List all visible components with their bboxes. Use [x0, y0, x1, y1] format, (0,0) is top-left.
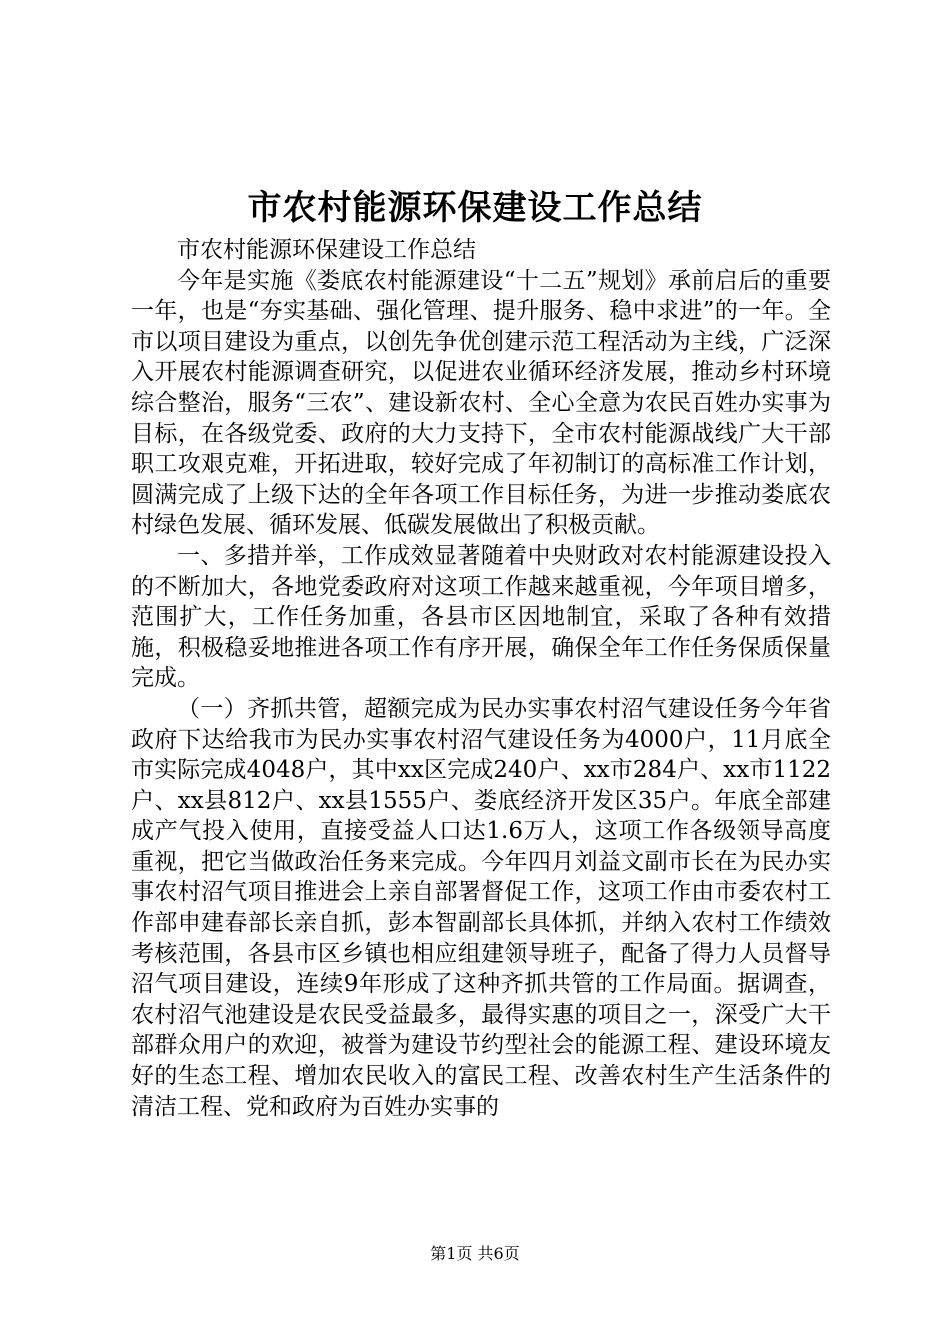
document-body: [131, 235, 831, 1122]
document-title: 市农村能源环保建设工作总结: [247, 188, 703, 228]
body-paragraph-section-one: 一、多措并举，工作成效显著随着中央财政对农村能源建设投入的不断加大，各地党委政府对这项工作越来越重视，今年项目增多，范围扩大，工作任务加重，各县市区因地制宜，采取了各种有效措施，积极稳妥地推进各项工作有序开展，确保全年工作任务保质保量完成。: [131, 542, 831, 692]
body-paragraph-intro: 今年是实施《娄底农村能源建设“十二五”规划》承前启后的重要一年，也是“夯实基础、强化管理、提升服务、稳中求进”的一年。全市以项目建设为重点，以创先争优创建示范工程活动为主线，广泛深入开展农村能源调查研究，以促进农业循环经济发展，推动乡村环境综合整治，服务“三农”、建设新农村、全心全意为农民百姓办实事为目标，在各级党委、政府的大力支持下，全市农村能源战线广大干部职工攻艰克难，开拓进取，较好完成了年初制订的高标准工作计划，圆满完成了上级下达的全年各项工作目标任务，为进一步推动娄底农村绿色发展、循环发展、低碳发展做出了积极贡献。: [131, 267, 831, 539]
body-paragraph-subsection-one: （一）齐抓共管，超额完成为民办实事农村沼气建设任务今年省政府下达给我市为民办实事农村沼气建设任务为4000户，11月底全市实际完成4048户，其中xx区完成240户、xx市284户、xx市1122户、xx县812户、xx县1555户、娄底经济开发区35户。年底全部建成产气投入使用，直接受益人口达1.6万人，这项工作各级领导高度重视，把它当做政治任务来完成。今年四月刘益文副市长在为民办实事农村沼气项目推进会上亲自部署督促工作，这项工作由市委农村工作部申建春部长亲自抓，彭本智副部长具体抓，并纳入农村工作绩效考核范围，各县市区乡镇也相应组建领导班子，配备了得力人员督导沼气项目建设，连续9年形成了这种齐抓共管的工作局面。据调查，农村沼气池建设是农民受益最多，最得实惠的项目之一，深受广大干部群众用户的欢迎，被誉为建设节约型社会的能源工程、建设环境友好的生态工程、增加农民收入的富民工程、改善农村生产生活条件的清洁工程、党和政府为百姓办实事的: [131, 695, 831, 1120]
page-footer: 第1页 共6页: [430, 1244, 520, 1263]
body-paragraph-heading: 市农村能源环保建设工作总结: [177, 237, 476, 263]
